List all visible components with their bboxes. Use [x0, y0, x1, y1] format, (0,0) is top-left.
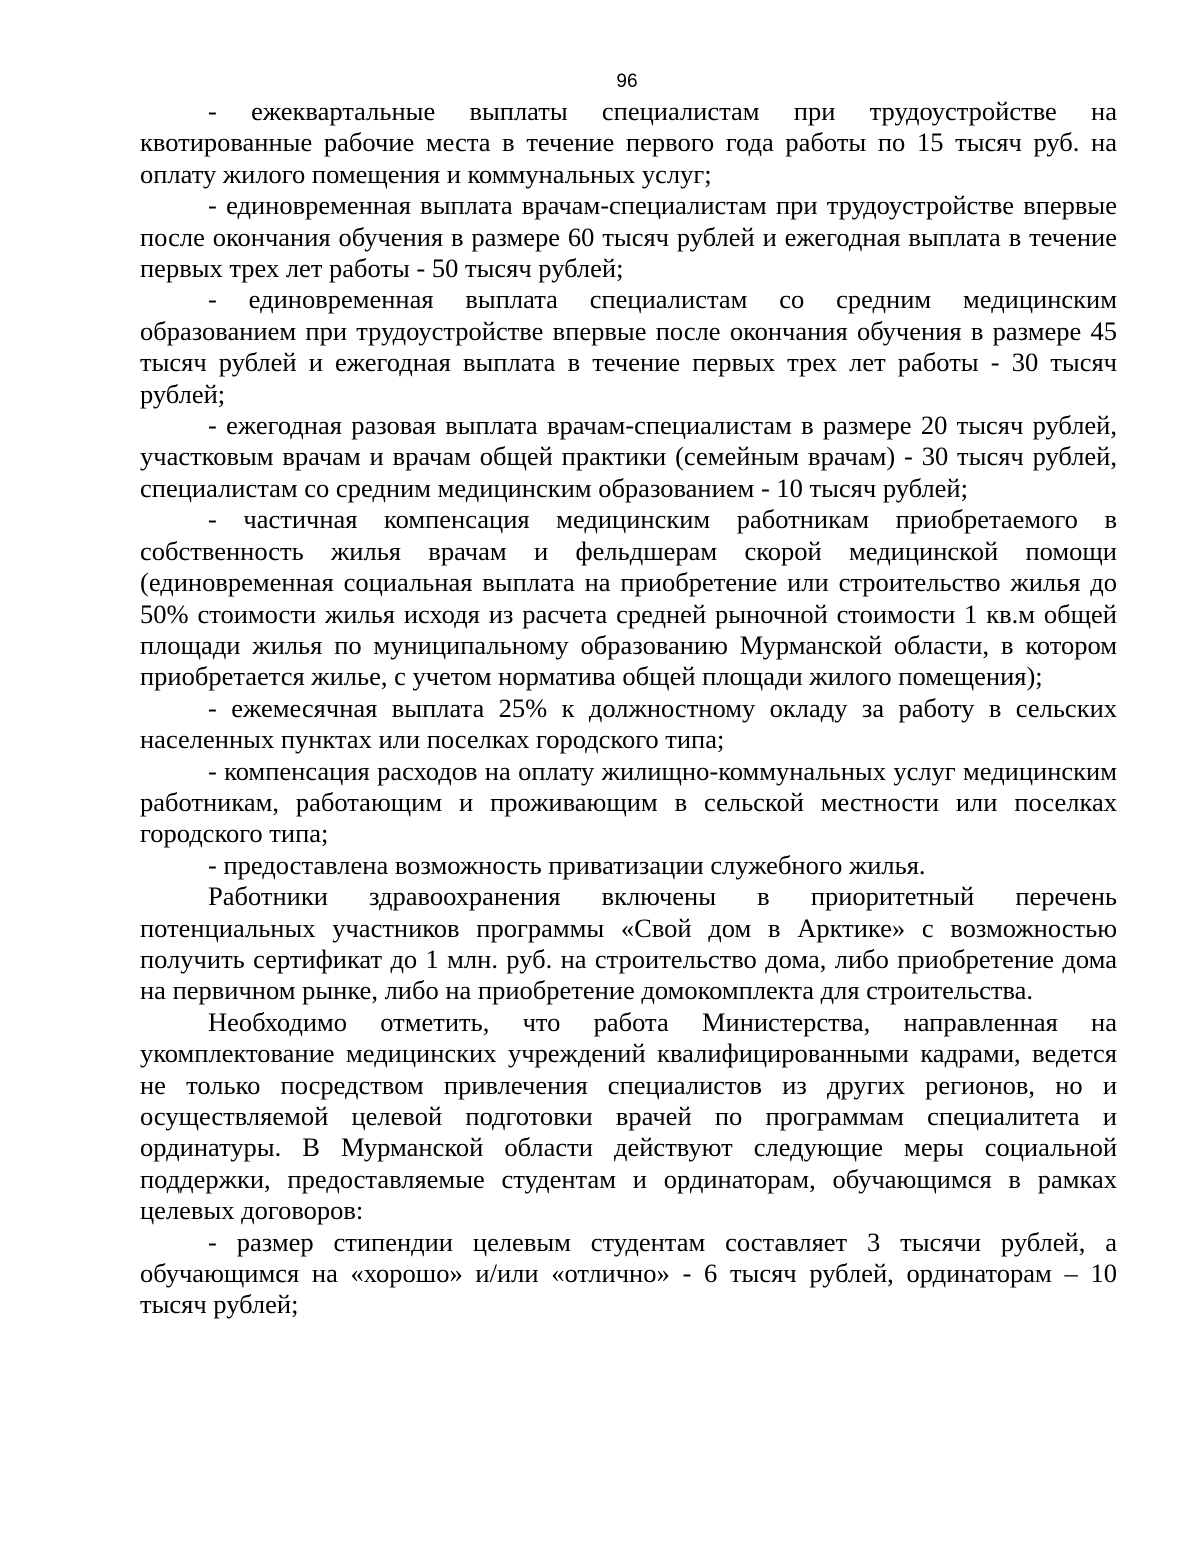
bullet-doctor-lump-sum: - единовременная выплата врачам-специалистам при трудоустройстве впервые после окончания обучения в размере 60 тысяч рублей и ежегодная выплата в течение первых трех лет работы - 50 тысяч рублей;	[140, 190, 1117, 284]
bullet-nurse-lump-sum: - единовременная выплата специалистам со средним медицинским образованием при трудоустройстве впервые после окончания обучения в размере 45 тысяч рублей и ежегодная выплата в течение первых трех лет работы - 30 тысяч рублей;	[140, 284, 1117, 409]
bullet-annual-payment: - ежегодная разовая выплата врачам-специалистам в размере 20 тысяч рублей, участковым врачам и врачам общей практики (семейным врачам) - 30 тысяч рублей, специалистам со средним медицинским образованием - 10 тысяч рублей;	[140, 410, 1117, 503]
bullet-privatization: - предоставлена возможность приватизации служебного жилья.	[208, 849, 926, 880]
paragraph-targeted-training: Необходимо отметить, что работа Министерства, направленная на укомплектование медицинских учреждений квалифицированными кадрами, ведется не только посредством привлечения специалистов из других регионов, но и осуществляемой целевой подготовки врачей по программам специалитета и ординатуры. В Мурманской области действуют следующие меры социальной поддержки, предоставляемые студентам и ординаторам, обучающимся в рамках целевых договоров:	[140, 1006, 1117, 1226]
bullet-housing-compensation: - частичная компенсация медицинским работникам приобретаемого в собственность жилья врачам и фельдшерам скорой медицинской помощи (единовременная социальная выплата на приобретение или строительство жилья до 50% стоимости жилья исходя из расчета средней рыночной стоимости 1 кв.м общей площади жилья по муниципальному образованию Мурманской области, в котором приобретается жилье, с учетом норматива общей площади жилого помещения);	[140, 504, 1117, 692]
bullet-utility-compensation: - компенсация расходов на оплату жилищно-коммунальных услуг медицинским работникам, работающим и проживающим в сельской местности или поселках городского типа;	[140, 755, 1117, 849]
page-number: 96	[616, 71, 638, 92]
document-body	[140, 96, 1117, 1321]
bullet-monthly-rural-payment: - ежемесячная выплата 25% к должностному окладу за работу в сельских населенных пунктах или поселках городского типа;	[140, 692, 1117, 755]
bullet-scholarship: - размер стипендии целевым студентам составляет 3 тысячи рублей, а обучающимся на «хорошо» и/или «отлично» - 6 тысяч рублей, ординаторам – 10 тысяч рублей;	[140, 1226, 1117, 1320]
paragraph-arctic-program: Работники здравоохранения включены в приоритетный перечень потенциальных участников программы «Свой дом в Арктике» с возможностью получить сертификат до 1 млн. руб. на строительство дома, либо приобретение дома на первичном рынке, либо на приобретение домокомплекта для строительства.	[140, 881, 1117, 1006]
bullet-quarterly-payments: - ежеквартальные выплаты специалистам при трудоустройстве на квотированные рабочие места в течение первого года работы по 15 тысяч руб. на оплату жилого помещения и коммунальных услуг;	[140, 96, 1117, 189]
